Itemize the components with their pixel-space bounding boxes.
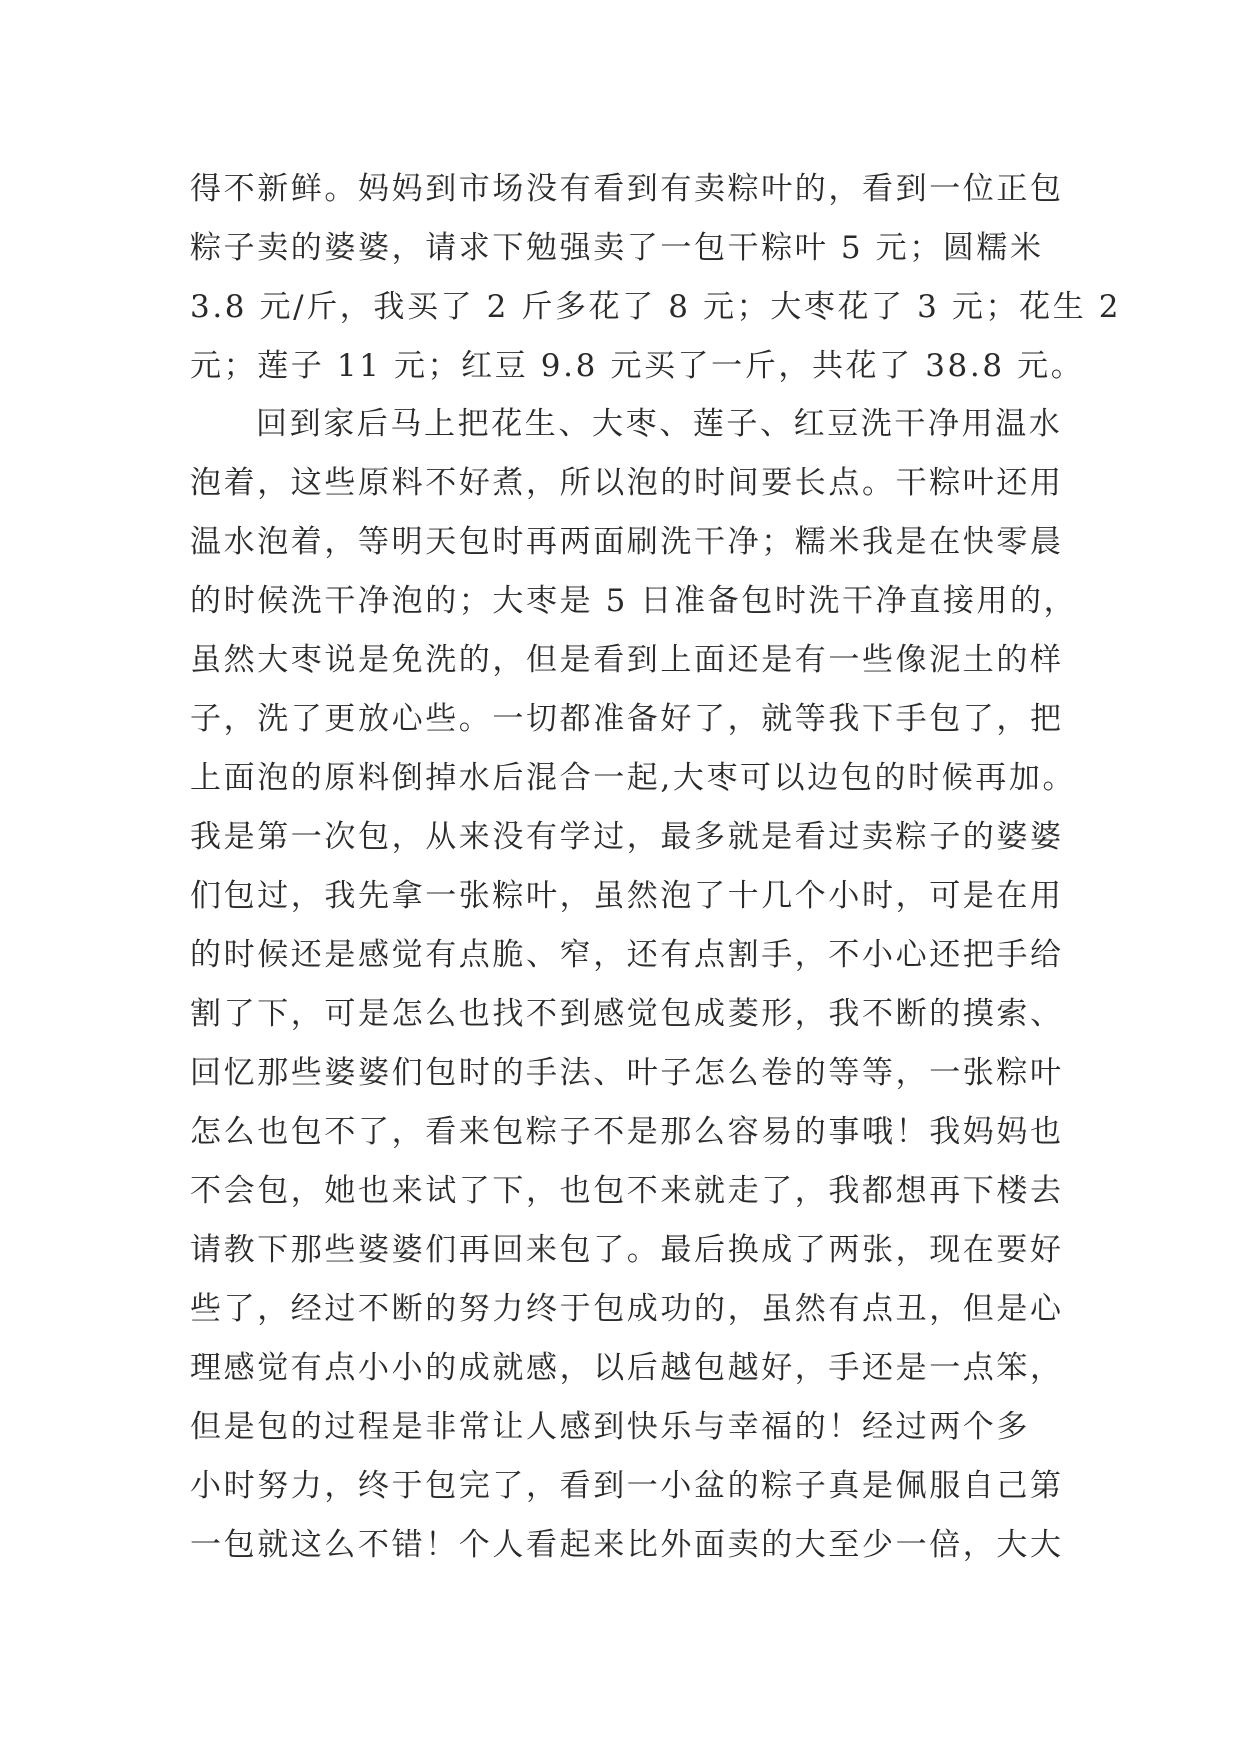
- text-line: 虽然大枣说是免洗的，但是看到上面还是有一些像泥土的样: [190, 642, 1064, 678]
- text-line: 但是包的过程是非常让人感到快乐与幸福的！经过两个多: [190, 1409, 1030, 1445]
- text-line: 温水泡着，等明天包时再两面刷洗干净；糯米我是在快零晨: [190, 524, 1064, 560]
- text-line: 怎么也包不了，看来包粽子不是那么容易的事哦！我妈妈也: [190, 1114, 1064, 1150]
- text-line: 小时努力，终于包完了，看到一小盆的粽子真是佩服自己第: [190, 1468, 1064, 1504]
- text-line: 得不新鲜。妈妈到市场没有看到有卖粽叶的，看到一位正包: [190, 171, 1064, 207]
- text-line: 回忆那些婆婆们包时的手法、叶子怎么卷的等等，一张粽叶: [190, 1055, 1064, 1091]
- text-line: 割了下，可是怎么也找不到感觉包成菱形，我不断的摸索、: [190, 996, 1064, 1032]
- text-line: 上面泡的原料倒掉水后混合一起,大枣可以边包的时候再加。: [190, 760, 1077, 796]
- text-line: 理感觉有点小小的成就感，以后越包越好，手还是一点笨，: [190, 1350, 1064, 1386]
- text-line: 们包过，我先拿一张粽叶，虽然泡了十几个小时，可是在用: [190, 878, 1064, 914]
- text-line: 3.8 元/斤，我买了 2 斤多花了 8 元；大枣花了 3 元；花生 2: [190, 289, 1122, 325]
- paragraph-2: [190, 395, 1078, 1575]
- text-line: 些了，经过不断的努力终于包成功的，虽然有点丑，但是心: [190, 1291, 1064, 1327]
- text-line: 的时候还是感觉有点脆、窄，还有点割手，不小心还把手给: [190, 937, 1064, 973]
- text-line: 我是第一次包，从来没有学过，最多就是看过卖粽子的婆婆: [190, 819, 1064, 855]
- text-line: 的时候洗干净泡的；大枣是 5 日准备包时洗干净直接用的，: [190, 583, 1078, 619]
- text-line: 元；莲子 11 元；红豆 9.8 元买了一斤，共花了 38.8 元。: [190, 348, 1085, 384]
- text-line: 不会包，她也来试了下，也包不来就走了，我都想再下楼去: [190, 1173, 1064, 1209]
- text-line: 回到家后马上把花生、大枣、莲子、红豆洗干净用温水: [256, 406, 1063, 442]
- text-line: 泡着，这些原料不好煮，所以泡的时间要长点。干粽叶还用: [190, 465, 1064, 501]
- paragraph-1: [190, 160, 1122, 396]
- text-line: 一包就这么不错！个人看起来比外面卖的大至少一倍，大大: [190, 1527, 1064, 1563]
- text-line: 粽子卖的婆婆，请求下勉强卖了一包干粽叶 5 元；圆糯米: [190, 230, 1044, 266]
- text-line: 请教下那些婆婆们再回来包了。最后换成了两张，现在要好: [190, 1232, 1064, 1268]
- text-line: 子，洗了更放心些。一切都准备好了，就等我下手包了，把: [190, 701, 1064, 737]
